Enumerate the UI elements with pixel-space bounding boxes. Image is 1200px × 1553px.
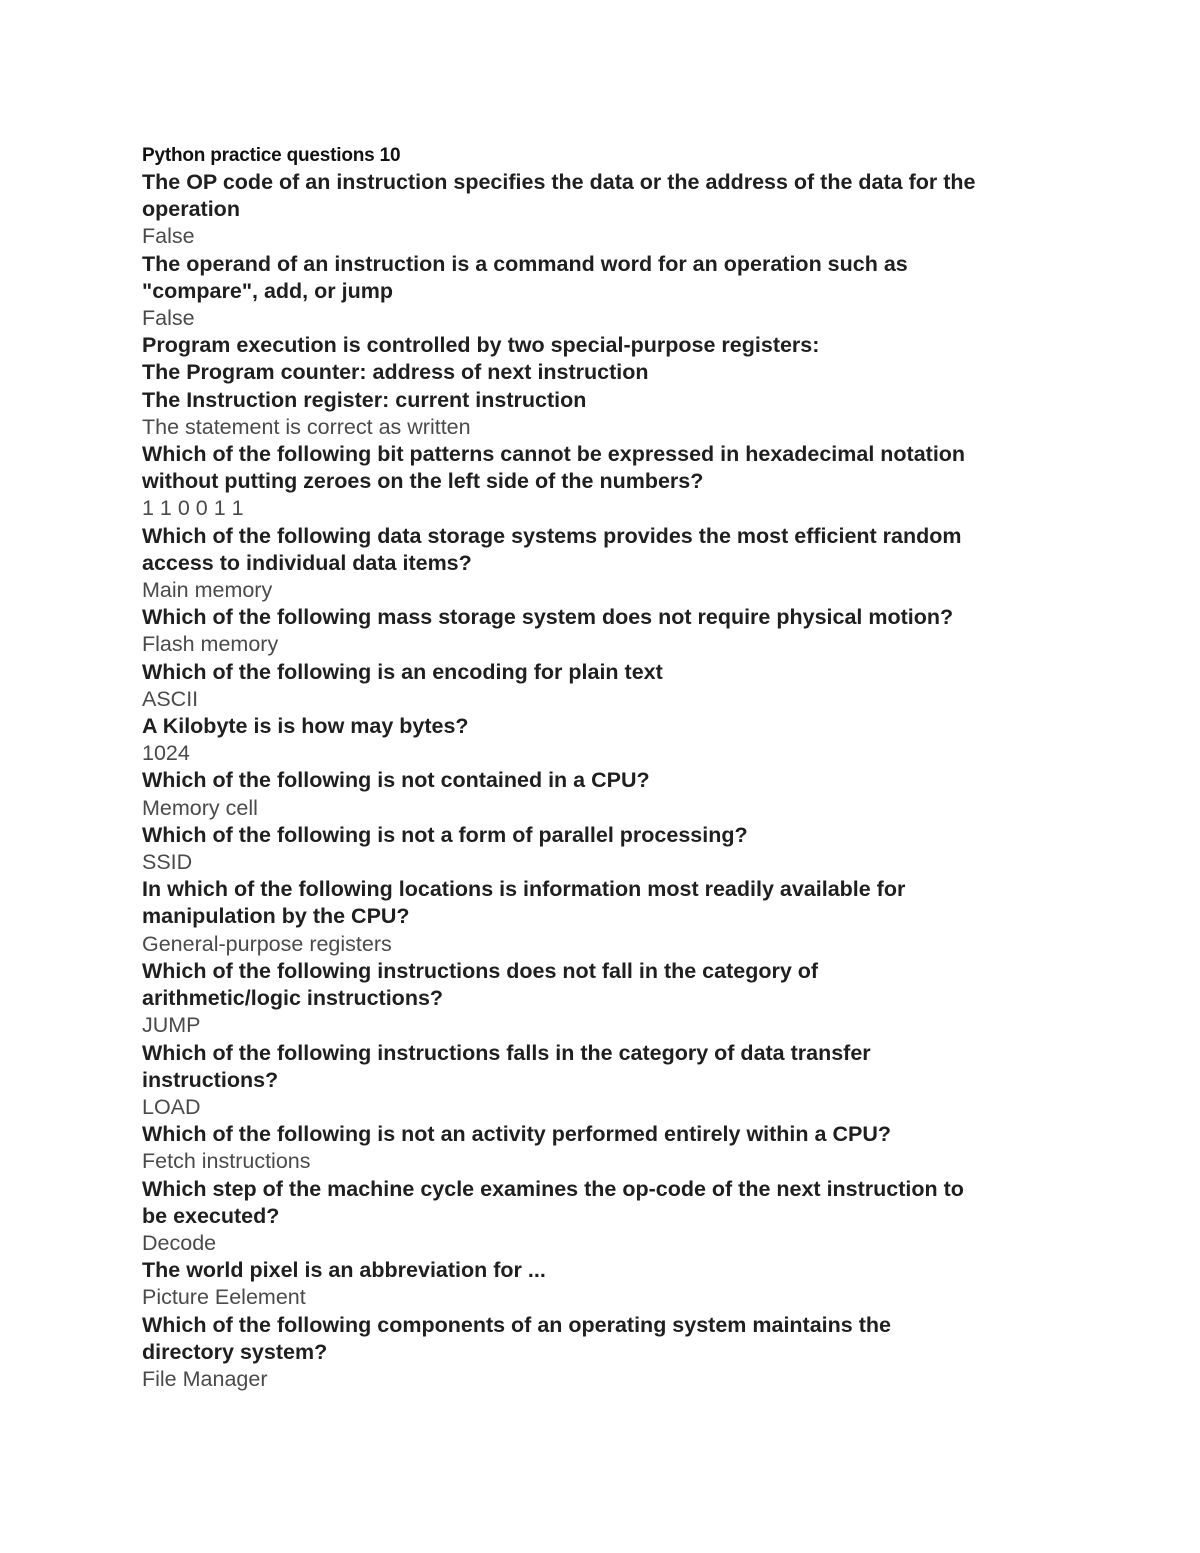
answer [142,1230,1072,1257]
question-line: Which of the following instructions does not fall in the category of [142,958,819,983]
question-line: Which of the following mass storage system does not require physical motion? [142,605,954,630]
question [142,1040,1072,1094]
document-page [142,142,1072,1393]
qa-item [142,251,1072,333]
answer [142,686,1072,713]
question-line: Which of the following is not contained in a CPU? [142,768,650,793]
answer-line: JUMP [142,1013,201,1038]
question [142,1312,1072,1366]
answer-line: Fetch instructions [142,1149,311,1174]
question-line: "compare", add, or jump [142,278,393,303]
question-line: The Instruction register: current instruction [142,387,587,412]
question-line: A Kilobyte is is how may bytes? [142,714,469,739]
qa-item [142,767,1072,821]
answer [142,577,1072,604]
qa-item [142,441,1072,523]
question [142,767,1072,794]
answer [142,1012,1072,1039]
question [142,169,1072,223]
answer [142,931,1072,958]
answer-line: SSID [142,850,193,875]
qa-item [142,659,1072,713]
question-line: access to individual data items? [142,550,472,575]
question-line: The Program counter: address of next instruction [142,360,649,385]
question [142,958,1072,1012]
qa-item [142,169,1072,251]
question [142,876,1072,930]
answer-line: 1024 [142,741,190,766]
answer-line: Flash memory [142,632,279,657]
qa-item [142,1040,1072,1122]
question-line: Which of the following is an encoding for plain text [142,659,663,684]
question-line: The OP code of an instruction specifies the data or the address of the data for the [142,170,976,194]
answer-line: False [142,224,195,249]
question-line: Which of the following is not a form of parallel processing? [142,822,748,847]
qa-item [142,1176,1072,1258]
qa-item [142,1121,1072,1175]
qa-item [142,332,1072,441]
qa-item [142,822,1072,876]
answer [142,223,1072,250]
answer-line: LOAD [142,1094,201,1119]
question-line: be executed? [142,1203,280,1228]
qa-list [142,169,1072,1393]
question [142,332,1072,414]
question [142,523,1072,577]
question [142,441,1072,495]
qa-item [142,958,1072,1040]
answer [142,1366,1072,1393]
question-line: The world pixel is an abbreviation for ... [142,1258,546,1283]
answer [142,1094,1072,1121]
question [142,1257,1072,1284]
question-line: Which of the following data storage systems provides the most efficient random [142,523,962,548]
question-line: Which of the following is not an activity performed entirely within a CPU? [142,1122,891,1147]
question [142,713,1072,740]
question [142,604,1072,631]
question-line: Which step of the machine cycle examines the op-code of the next instruction to [142,1176,964,1201]
qa-item [142,604,1072,658]
question-line: manipulation by the CPU? [142,904,410,929]
answer-line: General-purpose registers [142,931,392,956]
document-title: Python practice questions 10 [142,145,401,166]
answer [142,305,1072,332]
question-line: operation [142,197,240,222]
question-line: directory system? [142,1339,328,1364]
answer [142,495,1072,522]
answer [142,1148,1072,1175]
question-line: Which of the following instructions falls in the category of data transfer [142,1040,871,1065]
qa-item [142,876,1072,958]
question-line: arithmetic/logic instructions? [142,986,444,1011]
answer [142,740,1072,767]
answer-line: Picture Eelement [142,1285,306,1310]
answer-line: Main memory [142,578,273,603]
answer [142,1284,1072,1311]
answer-line: 1 1 0 0 1 1 [142,496,244,521]
answer [142,849,1072,876]
answer-line: Decode [142,1230,217,1255]
question-line: Program execution is controlled by two special-purpose registers: [142,333,820,358]
answer-line: False [142,306,195,331]
qa-item [142,713,1072,767]
answer-line: The statement is correct as written [142,414,471,439]
question-line: without putting zeroes on the left side of the numbers? [142,469,704,494]
qa-item [142,1312,1072,1394]
answer [142,414,1072,441]
question [142,822,1072,849]
answer-line: ASCII [142,686,199,711]
question-line: In which of the following locations is information most readily available for [142,877,906,902]
qa-item [142,523,1072,605]
answer [142,795,1072,822]
qa-item [142,1257,1072,1311]
question-line: The operand of an instruction is a command word for an operation such as [142,251,908,276]
answer [142,631,1072,658]
question-line: Which of the following components of an operating system maintains the [142,1312,891,1337]
question-line: Which of the following bit patterns cannot be expressed in hexadecimal notation [142,442,966,467]
answer-line: File Manager [142,1366,268,1391]
question [142,1176,1072,1230]
question [142,1121,1072,1148]
question [142,251,1072,305]
question-line: instructions? [142,1067,279,1092]
answer-line: Memory cell [142,795,258,820]
question [142,659,1072,686]
